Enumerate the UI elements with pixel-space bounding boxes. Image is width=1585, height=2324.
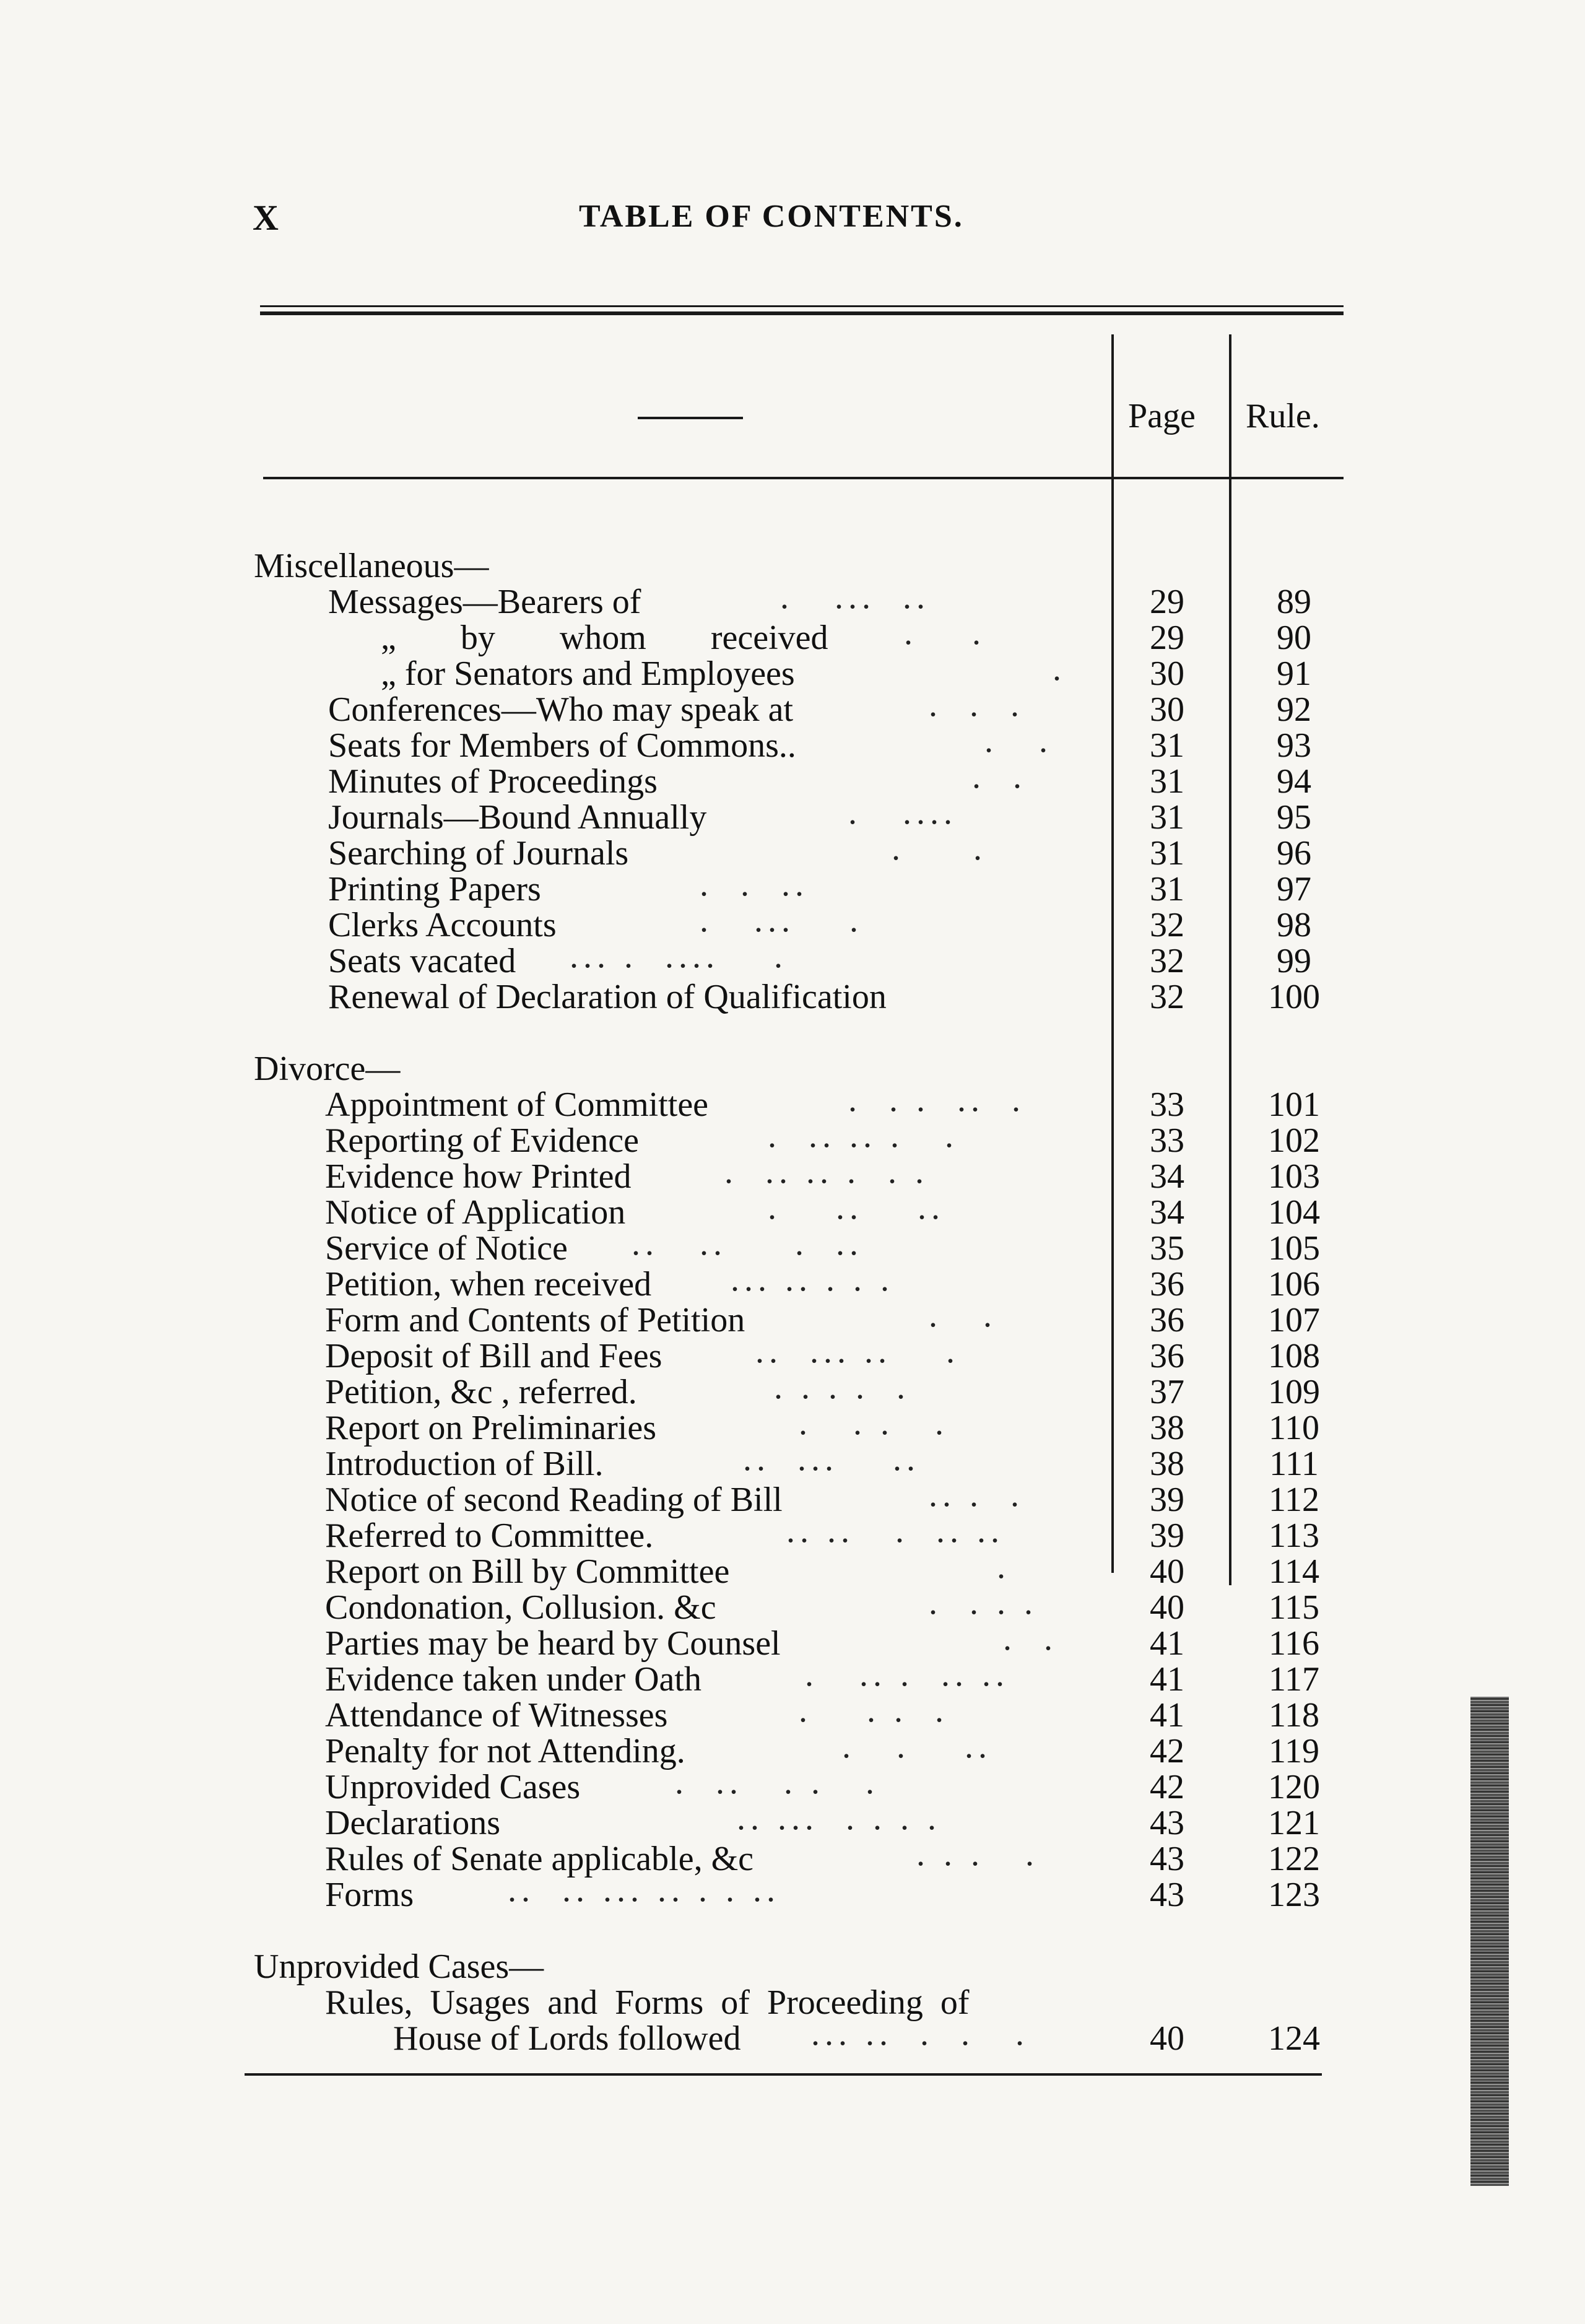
entry-page: 40 xyxy=(1150,1588,1184,1627)
entry-page: 33 xyxy=(1150,1086,1184,1124)
top-rule-thin xyxy=(260,305,1344,307)
section-title-divorce: Divorce— xyxy=(254,1050,401,1088)
entry-label: „ for Senators and Employees xyxy=(381,655,795,693)
entry-label: „ by whom received xyxy=(381,619,828,657)
leader-dots: ... .. . . . xyxy=(811,2014,1029,2053)
leader-dots: . . xyxy=(929,1296,997,1334)
page-title: TABLE OF CONTENTS. xyxy=(579,199,964,234)
entry-rule: 123 xyxy=(1268,1876,1320,1914)
entry-rule: 103 xyxy=(1268,1157,1320,1196)
entry-page: 36 xyxy=(1150,1301,1184,1339)
entry-page: 32 xyxy=(1150,906,1184,944)
leader-dots: ... . .... . xyxy=(570,937,788,975)
entry-rule: 109 xyxy=(1268,1373,1320,1411)
entry-page: 42 xyxy=(1150,1768,1184,1806)
entry-rule: 107 xyxy=(1268,1301,1320,1339)
entry-label: Rules of Senate applicable, &c xyxy=(325,1840,753,1878)
entry-page: 41 xyxy=(1150,1696,1184,1734)
entry-label: Rules, Usages and Forms of Proceeding of xyxy=(325,1983,970,2022)
leader-dots: . . .. xyxy=(700,865,809,903)
leader-dots: . ... . xyxy=(700,901,863,939)
entry-label: Report on Preliminaries xyxy=(325,1409,657,1447)
entry-label: Forms xyxy=(325,1876,414,1914)
entry-page: 43 xyxy=(1150,1840,1184,1878)
entry-rule: 105 xyxy=(1268,1229,1320,1268)
bottom-rule xyxy=(245,2073,1322,2076)
entry-page: 36 xyxy=(1150,1337,1184,1375)
entry-page: 30 xyxy=(1150,655,1184,693)
entry-label: Journals—Bound Annually xyxy=(328,798,707,837)
entry-label: Seats vacated xyxy=(328,942,516,980)
entry-label: Service of Notice xyxy=(325,1229,568,1268)
leader-dots: . .. . .. .. xyxy=(805,1655,1009,1694)
leader-dots: . . xyxy=(972,757,1027,796)
leader-dots: . . . . xyxy=(929,1583,1038,1622)
entry-label: Searching of Journals xyxy=(328,834,629,873)
entry-label: Referred to Committee. xyxy=(325,1517,654,1555)
leader-dots: . .. .. . . . xyxy=(724,1152,929,1191)
entry-label: Unprovided Cases xyxy=(325,1768,581,1806)
entry-page: 35 xyxy=(1150,1229,1184,1268)
entry-page: 39 xyxy=(1150,1481,1184,1519)
entry-rule: 98 xyxy=(1277,906,1311,944)
entry-label: Renewal of Declaration of Qualification xyxy=(328,978,887,1016)
entry-label: Parties may be heard by Counsel xyxy=(325,1624,781,1663)
entry-page: 32 xyxy=(1150,978,1184,1016)
leader-dots: . . xyxy=(1003,1619,1057,1658)
entry-rule: 112 xyxy=(1269,1481,1319,1519)
leader-dots: . xyxy=(997,1547,1010,1586)
entry-label: Minutes of Proceedings xyxy=(328,762,658,801)
entry-rule: 106 xyxy=(1268,1265,1320,1303)
entry-page: 41 xyxy=(1150,1624,1184,1663)
entry-page: 31 xyxy=(1150,762,1184,801)
header-rule xyxy=(263,477,1344,479)
leader-dots: .. .. ... .. . . .. xyxy=(508,1871,780,1909)
entry-rule: 114 xyxy=(1269,1552,1319,1591)
entry-page: 36 xyxy=(1150,1265,1184,1303)
entry-rule: 104 xyxy=(1268,1193,1320,1232)
entry-page: 31 xyxy=(1150,834,1184,873)
leader-dots: .. .. . .. .. xyxy=(786,1512,1004,1550)
entry-rule: 100 xyxy=(1268,978,1320,1016)
top-rule-thick xyxy=(260,311,1344,315)
entry-page: 31 xyxy=(1150,798,1184,837)
entry-rule: 124 xyxy=(1268,2019,1320,2058)
section-title-unprovided-cases: Unprovided Cases— xyxy=(254,1948,544,1986)
leader-dots: . . . . xyxy=(799,1691,949,1730)
entry-label: Messages—Bearers of xyxy=(328,583,641,621)
entry-rule: 116 xyxy=(1269,1624,1319,1663)
entry-rule: 119 xyxy=(1269,1732,1319,1770)
leader-dots: . ... .. xyxy=(780,578,930,616)
entry-page: 34 xyxy=(1150,1157,1184,1196)
entry-rule: 108 xyxy=(1268,1337,1320,1375)
entry-rule: 95 xyxy=(1277,798,1311,837)
leader-dots: . . . .. . xyxy=(848,1081,1025,1119)
entry-label: Evidence taken under Oath xyxy=(325,1660,701,1699)
entry-label: Seats for Members of Commons.. xyxy=(328,726,796,765)
entry-rule: 111 xyxy=(1269,1445,1319,1483)
entry-page: 29 xyxy=(1150,619,1184,657)
entry-rule: 117 xyxy=(1269,1660,1319,1699)
leader-dots: .. ... .. . xyxy=(755,1332,960,1370)
entry-page: 33 xyxy=(1150,1121,1184,1160)
entry-rule: 99 xyxy=(1277,942,1311,980)
entry-label: House of Lords followed xyxy=(393,2019,741,2058)
column-divider-rule xyxy=(1229,334,1231,1585)
leader-dots: . .. . . . xyxy=(675,1763,879,1801)
leader-dots: . . . . xyxy=(916,1835,1039,1873)
leader-dots: . .... xyxy=(848,793,957,832)
entry-rule: 121 xyxy=(1268,1804,1320,1842)
leader-dots: .. ... . . . . xyxy=(737,1799,941,1837)
entry-rule: 115 xyxy=(1269,1588,1319,1627)
section-title-miscellaneous: Miscellaneous— xyxy=(254,547,489,585)
column-header-rule: Rule. xyxy=(1246,397,1320,435)
leader-dots: . . .. xyxy=(842,1727,992,1765)
leader-dots: . . . . xyxy=(799,1404,949,1442)
entry-label: Petition, &c , referred. xyxy=(325,1373,637,1411)
entry-label: Notice of second Reading of Bill xyxy=(325,1481,783,1519)
entry-rule: 101 xyxy=(1268,1086,1320,1124)
entry-page: 32 xyxy=(1150,942,1184,980)
heading-dash xyxy=(638,417,743,419)
entry-label: Introduction of Bill. xyxy=(325,1445,604,1483)
entry-page: 40 xyxy=(1150,1552,1184,1591)
leader-dots: . . xyxy=(904,614,986,652)
entry-label: Declarations xyxy=(325,1804,500,1842)
leader-dots: . . . xyxy=(929,685,1024,724)
entry-rule: 110 xyxy=(1269,1409,1319,1447)
entry-page: 29 xyxy=(1150,583,1184,621)
entry-rule: 102 xyxy=(1268,1121,1320,1160)
entry-label: Deposit of Bill and Fees xyxy=(325,1337,662,1375)
entry-label: Appointment of Committee xyxy=(325,1086,709,1124)
entry-rule: 118 xyxy=(1269,1696,1319,1734)
entry-rule: 120 xyxy=(1268,1768,1320,1806)
entry-rule: 94 xyxy=(1277,762,1311,801)
entry-page: 43 xyxy=(1150,1804,1184,1842)
entry-label: Penalty for not Attending. xyxy=(325,1732,685,1770)
page-number: X xyxy=(253,198,279,238)
leader-dots: .. .. . .. xyxy=(632,1224,863,1263)
leader-dots: . .. .. xyxy=(768,1188,945,1227)
scan-edge-artifact xyxy=(1470,1697,1509,2186)
leader-dots: . .. .. . . xyxy=(768,1116,958,1155)
entry-rule: 93 xyxy=(1277,726,1311,765)
entry-page: 42 xyxy=(1150,1732,1184,1770)
entry-label: Printing Papers xyxy=(328,870,541,908)
entry-page: 38 xyxy=(1150,1409,1184,1447)
entry-page: 38 xyxy=(1150,1445,1184,1483)
entry-rule: 91 xyxy=(1277,655,1311,693)
leader-dots: . . xyxy=(892,829,987,868)
entry-label: Conferences—Who may speak at xyxy=(328,690,794,729)
entry-page: 41 xyxy=(1150,1660,1184,1699)
column-header-page: Page xyxy=(1128,397,1196,435)
entry-label: Clerks Accounts xyxy=(328,906,557,944)
entry-rule: 113 xyxy=(1269,1517,1319,1555)
leader-dots: . . xyxy=(984,721,1053,760)
entry-rule: 92 xyxy=(1277,690,1311,729)
entry-label: Attendance of Witnesses xyxy=(325,1696,668,1734)
leader-dots: . xyxy=(1053,650,1066,688)
entry-label: Report on Bill by Committee xyxy=(325,1552,730,1591)
entry-page: 30 xyxy=(1150,690,1184,729)
column-divider-page xyxy=(1111,334,1114,1573)
entry-rule: 96 xyxy=(1277,834,1311,873)
leader-dots: .. . . xyxy=(929,1476,1024,1514)
entry-rule: 97 xyxy=(1277,870,1311,908)
entry-label: Notice of Application xyxy=(325,1193,626,1232)
leader-dots: .. ... .. xyxy=(743,1440,920,1478)
entry-page: 39 xyxy=(1150,1517,1184,1555)
entry-rule: 122 xyxy=(1268,1840,1320,1878)
entry-label: Petition, when received xyxy=(325,1265,652,1303)
entry-page: 31 xyxy=(1150,870,1184,908)
entry-page: 37 xyxy=(1150,1373,1184,1411)
entry-label: Evidence how Printed xyxy=(325,1157,632,1196)
entry-page: 43 xyxy=(1150,1876,1184,1914)
entry-page: 31 xyxy=(1150,726,1184,765)
entry-label: Reporting of Evidence xyxy=(325,1121,639,1160)
entry-label: Condonation, Collusion. &c xyxy=(325,1588,716,1627)
entry-page: 40 xyxy=(1150,2019,1184,2058)
entry-label: Form and Contents of Petition xyxy=(325,1301,745,1339)
leader-dots: . . . . . xyxy=(774,1368,910,1406)
leader-dots: ... .. . . . xyxy=(731,1260,894,1299)
entry-page: 34 xyxy=(1150,1193,1184,1232)
entry-rule: 90 xyxy=(1277,619,1311,657)
entry-rule: 89 xyxy=(1277,583,1311,621)
